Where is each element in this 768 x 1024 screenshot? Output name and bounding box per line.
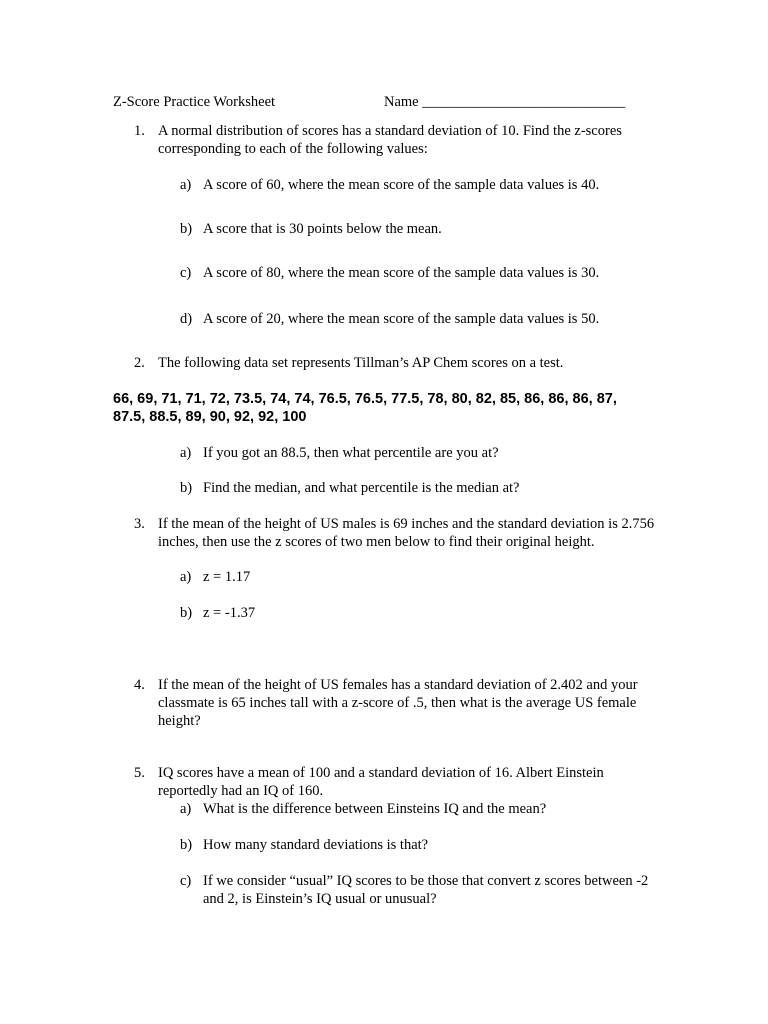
part-letter: a) — [180, 445, 192, 461]
question-number: 4. — [134, 677, 145, 693]
part-letter: b) — [180, 221, 193, 237]
part-letter: c) — [180, 873, 192, 889]
part-letter: b) — [180, 837, 193, 853]
question-number: 2. — [134, 355, 145, 371]
part-letter: a) — [180, 801, 192, 817]
part-text: How many standard deviations is that? — [203, 837, 429, 853]
question-number: 3. — [134, 516, 145, 532]
question-number: 5. — [134, 765, 145, 781]
part-letter: c) — [180, 265, 192, 281]
part-letter: a) — [180, 177, 192, 193]
question-text: If the mean of the height of US males is 69 inches and the standard deviation is 2.756 inches, then use the z scores of two men below to find their original height. — [158, 516, 655, 550]
question-text: If the mean of the height of US females has a standard deviation of 2.402 and your classmate is 65 inches tall with a z-score of .5, then what is the average US female height? — [158, 677, 638, 729]
part-text: A score of 60, where the mean score of the sample data values is 40. — [203, 177, 600, 193]
part-text: What is the difference between Einsteins IQ and the mean? — [203, 801, 547, 817]
worksheet-title: Z-Score Practice Worksheet — [113, 94, 276, 110]
data-set: 66, 69, 71, 71, 72, 73.5, 74, 74, 76.5, 76.5, 77.5, 78, 80, 82, 85, 86, 86, 86, 87, 87.5, 88.5, 89, 90, 92, 92, 100 — [113, 391, 617, 425]
part-text: z = -1.37 — [203, 605, 256, 621]
part-letter: b) — [180, 605, 193, 621]
question-text: IQ scores have a mean of 100 and a standard deviation of 16. Albert Einstein reportedly had an IQ of 160. — [158, 765, 604, 799]
part-text: z = 1.17 — [203, 569, 251, 585]
part-text: A score of 80, where the mean score of the sample data values is 30. — [203, 265, 600, 281]
name-field: Name ____________________________ — [384, 94, 626, 110]
part-letter: b) — [180, 480, 193, 496]
part-text: A score that is 30 points below the mean. — [203, 221, 442, 237]
part-text: If we consider “usual” IQ scores to be those that convert z scores between -2 and 2, is Einstein’s IQ usual or unusual? — [203, 873, 649, 907]
question-text: The following data set represents Tillman’s AP Chem scores on a test. — [158, 355, 564, 371]
part-text: Find the median, and what percentile is the median at? — [203, 480, 520, 496]
question-number: 1. — [134, 123, 145, 139]
part-letter: a) — [180, 569, 192, 585]
part-letter: d) — [180, 311, 193, 327]
part-text: If you got an 88.5, then what percentile are you at? — [203, 445, 499, 461]
question-text: A normal distribution of scores has a standard deviation of 10. Find the z-scores corresponding to each of the following values: — [158, 123, 622, 157]
part-text: A score of 20, where the mean score of the sample data values is 50. — [203, 311, 600, 327]
